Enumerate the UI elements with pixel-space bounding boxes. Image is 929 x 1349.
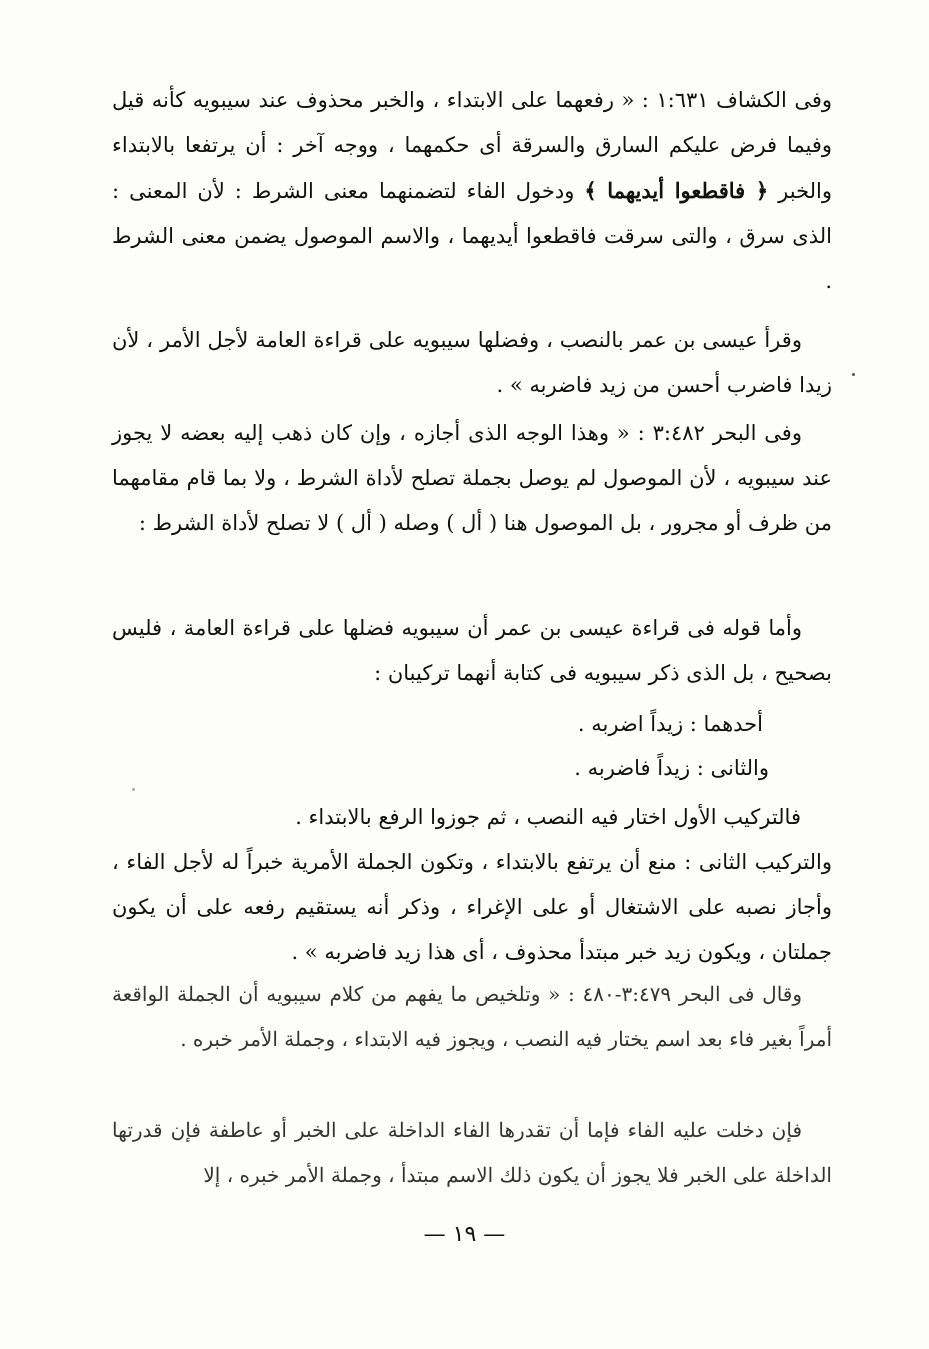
page-number: — ١٩ —: [423, 1222, 506, 1247]
paragraph-kashshaf: [112, 78, 832, 304]
scan-speck: [852, 373, 855, 376]
paragraph-kashshaf-end: ودخول الفاء لتضمنهما معنى الشرط : لأن المعنى : الذى سرق ، والتى سرقت فاقطعوا أيديهما ، والاسم الموصول يضمن معنى الشرط .: [112, 179, 832, 293]
paragraph-second-construction: والتركيب الثانى : منع أن يرتفع بالابتداء ، وتكون الجملة الأمرية خبراً له لأجل الفاء ، وأجاز نصبه على الاشتغال أو على الإغراء ، وذكر أنه يستقيم رفعه على أن يكون جملتان ، ويكون زيد خبر مبتدأ محذوف ، أى هذا زيد فاضربه » .: [112, 850, 832, 964]
paragraph-sibawayh-claim: وأما قوله فى قراءة عيسى بن عمر أن سيبويه فضلها على قراءة العامة ، فليس بصحيح ، بل الذى ذكر سيبويه فى كتابة أنهما تركيبان :: [112, 616, 832, 685]
paragraph-kashshaf-text: وفى الكشاف ١:٦٣١ : « رفعهما على الابتداء ، والخبر محذوف عند سيبويه كأنه قيل وفيما فرض عليكم السارق والسرقة أى حكمهما ، ووجه آخر : أن يرتفعا بالابتداء والخبر: [112, 88, 833, 203]
paragraph-bahr-1: وفى البحر ٣:٤٨٢ : « وهذا الوجه الذى أجازه ، وإن كان ذهب إليه بعضه لا يجوز عند سيبويه ، لأن الموصول لم يوصل بجملة تصلح لأداة الشرط ، ولا بما قام مقامهما من ظرف أو مجرور ، بل الموصول هنا ( أل ) وصله ( أل ) لا تصلح لأداة الشرط :: [112, 421, 832, 535]
paragraph-first-construction: فالتركيب الأول اختار فيه النصب ، ثم جوزوا الرفع بالابتداء .: [295, 805, 801, 829]
paragraph-bahr-2: وقال فى البحر ٣:٤٧٩-٤٨٠ : « وتلخيص ما يفهم من كلام سيبويه أن الجملة الواقعة أمراً بغير فاء بعد اسم يختار فيه النصب ، ويجوز فيه الابتداء ، وجملة الأمر خبره .: [112, 982, 832, 1051]
construction-two: والثانى : زيداً فاضربه .: [574, 756, 769, 780]
construction-one: أحدهما : زيداً اضربه .: [577, 712, 763, 736]
quran-quote: ﴿ فاقطعوا أيديهما ﴾: [584, 178, 769, 203]
paragraph-isa-reading: وقرأ عيسى بن عمر بالنصب ، وفضلها سيبويه على قراءة العامة لأجل الأمر ، لأن زيدا فاضرب أحسن من زيد فاضربه » .: [112, 328, 832, 397]
scan-speck: [132, 788, 135, 791]
paragraph-fa-entry: فإن دخلت عليه الفاء فإما أن تقدرها الفاء الداخلة على الخبر أو عاطفة فإن قدرتها الداخلة على الخبر فلا يجوز أن يكون ذلك الاسم مبتدأ ، وجملة الأمر خبره ، إلا: [112, 1118, 832, 1187]
